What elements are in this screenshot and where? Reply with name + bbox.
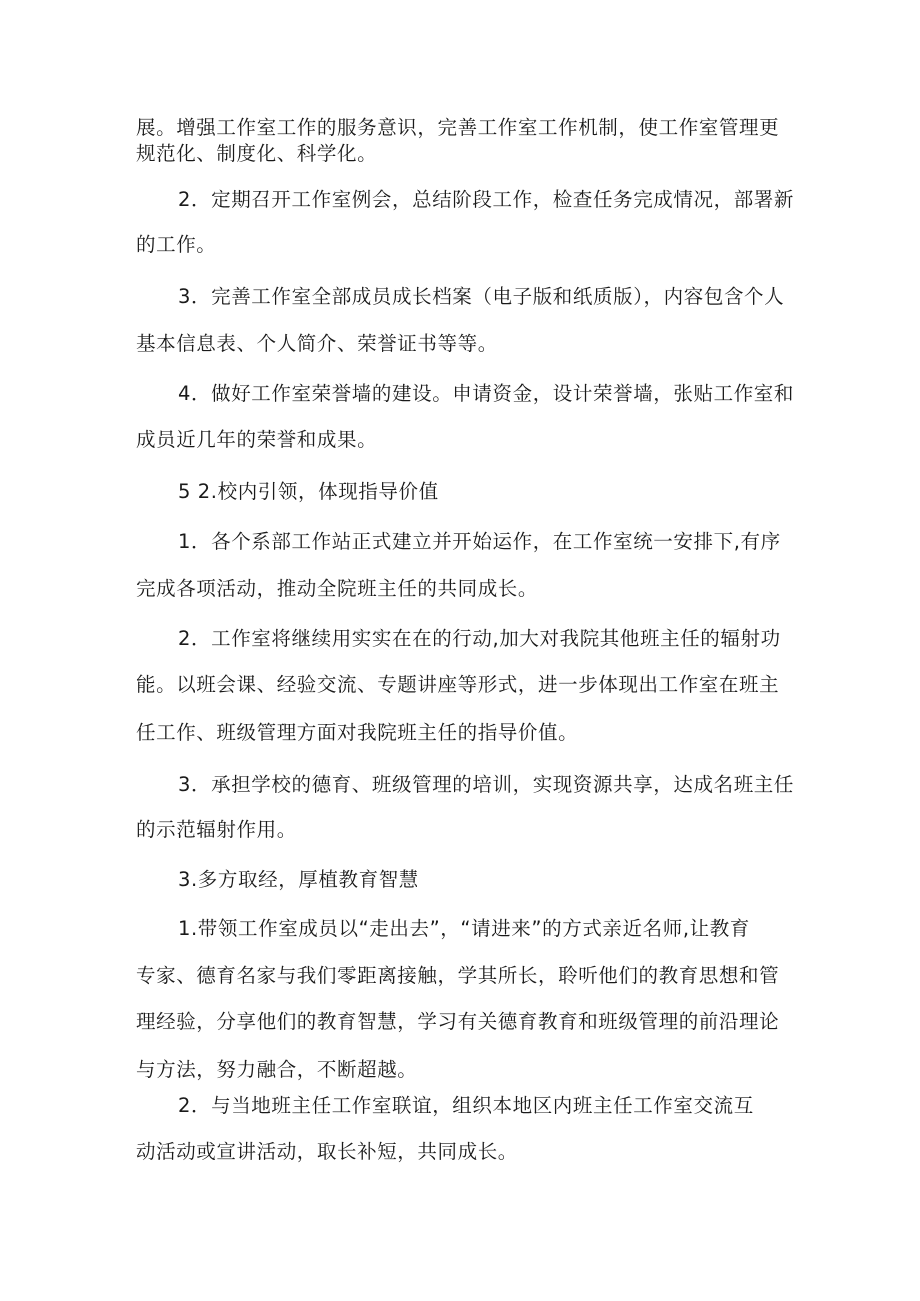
text-line: 1.带领工作室成员以“走出去”，“请进来”的方式亲近名师,让教育 (178, 917, 750, 940)
text-line: 规范化、制度化、科学化。 (136, 142, 378, 165)
section-heading: 3.多方取经，厚植教育智慧 (178, 868, 419, 891)
text-line: 2．工作室将继续用实实在在的行动,加大对我院其他班主任的辐射功 (178, 627, 781, 650)
text-line: 3．完善工作室全部成员成长档案（电子版和纸质版），内容包含个人 (178, 285, 785, 308)
text-line: 1．各个系部工作站正式建立并开始运作，在工作室统一安排下,有序 (178, 530, 781, 553)
text-line: 动活动或宣讲活动，取长补短，共同成长。 (136, 1140, 518, 1163)
text-line: 任工作、班级管理方面对我院班主任的指导价值。 (136, 721, 579, 744)
text-line: 专家、德育名家与我们零距离接触，学其所长，聆听他们的教育思想和管 (136, 964, 780, 987)
section-heading: 5 2.校内引领，体现指导价值 (178, 480, 439, 503)
text-line: 2．定期召开工作室例会，总结阶段工作，检查任务完成情况，部署新 (178, 188, 795, 211)
text-line: 完成各项活动，推动全院班主任的共同成长。 (136, 577, 539, 600)
text-line: 的示范辐射作用。 (136, 818, 297, 841)
text-line: 4．做好工作室荣誉墙的建设。申请资金，设计荣誉墙，张贴工作室和 (178, 382, 795, 405)
text-line: 2．与当地班主任工作室联谊，组织本地区内班主任工作室交流互 (178, 1094, 754, 1117)
text-line: 成员近几年的荣誉和成果。 (136, 428, 378, 451)
text-line: 能。以班会课、经验交流、专题讲座等形式，进一步体现出工作室在班主 (136, 673, 780, 696)
text-line: 3．承担学校的德育、班级管理的培训，实现资源共享，达成名班主任 (178, 773, 795, 796)
text-line: 与方法，努力融合，不断超越。 (136, 1058, 418, 1081)
text-line: 的工作。 (136, 233, 217, 256)
text-line: 理经验，分享他们的教育智慧，学习有关德育教育和班级管理的前沿理论 (136, 1010, 780, 1033)
text-line: 基本信息表、个人简介、荣誉证书等等。 (136, 332, 498, 355)
text-line: 展。增强工作室工作的服务意识，完善工作室工作机制，使工作室管理更 (136, 116, 780, 139)
